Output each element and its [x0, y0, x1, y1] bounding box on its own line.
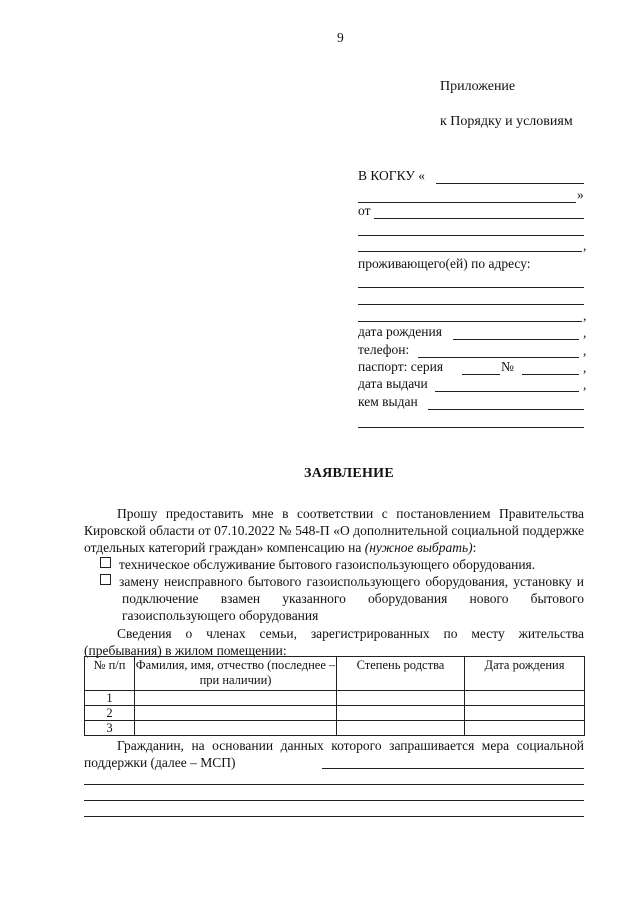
row-number: 3 [85, 721, 135, 736]
birth-date-label: дата рождения [358, 324, 442, 339]
document-title: ЗАЯВЛЕНИЕ [304, 466, 395, 481]
citizen-paragraph: Гражданин, на основании данных которого запрашивается мера социальной поддержки (далее – МСП) [84, 738, 584, 770]
address-line-3 [358, 321, 582, 322]
order-reference: к Порядку и условиям [440, 114, 573, 129]
row-number: 1 [85, 691, 135, 706]
comma: , [583, 377, 587, 392]
comma: , [583, 343, 587, 358]
recipient-line-2 [358, 202, 576, 203]
from-line-3 [358, 251, 582, 252]
close-quote: » [577, 187, 584, 202]
comma: , [583, 308, 587, 323]
name-cell[interactable] [135, 706, 337, 721]
birth-date-line [453, 339, 579, 340]
request-colon: : [472, 540, 477, 555]
address-line-1 [358, 287, 584, 288]
issue-date-label: дата выдачи [358, 376, 428, 391]
request-text: Прошу предоставить мне в соответствии с постановлением Правительства Кировской области от 07.10.2022 № 548-П «О дополнительной социальной поддержке отдельных категорий граждан» компенсацию на [84, 506, 584, 555]
passport-series-line [462, 374, 500, 375]
family-info: Сведения о членах семьи, зарегистрированных по месту жительства (пребывания) в жилом помещении: [84, 626, 584, 658]
option-replacement-text: замену неисправного бытового газоиспользующего оборудования, установку и подключение взамен указанного оборудования нового бытового газоиспользующего оборудования [119, 574, 584, 623]
row-number: 2 [85, 706, 135, 721]
option-maintenance[interactable] [84, 556, 584, 573]
option-replacement[interactable] [84, 573, 584, 624]
phone-line [418, 357, 579, 358]
issued-by-label: кем выдан [358, 394, 418, 409]
relation-cell[interactable] [337, 721, 465, 736]
col-dob: Дата рождения [465, 657, 585, 691]
residing-label: проживающего(ей) по адресу: [358, 256, 531, 271]
maintenance-checkbox[interactable] [100, 557, 111, 568]
replacement-checkbox[interactable] [100, 574, 111, 585]
relation-cell[interactable] [337, 706, 465, 721]
page-number: 9 [337, 30, 344, 45]
col-num: № п/п [85, 657, 135, 691]
from-line-2 [358, 235, 584, 236]
address-line-2 [358, 304, 584, 305]
table-row [85, 691, 585, 706]
name-cell[interactable] [135, 721, 337, 736]
passport-number-sign: № [501, 359, 514, 374]
comma: , [583, 360, 587, 375]
citizen-line-3 [84, 800, 584, 801]
choose-note: (нужное выбрать) [364, 540, 473, 555]
name-cell[interactable] [135, 691, 337, 706]
col-relation: Степень родства [337, 657, 465, 691]
recipient-label: В КОГКУ « [358, 168, 426, 183]
comma: , [583, 325, 587, 340]
request-paragraph [84, 505, 584, 556]
col-name: Фамилия, имя, отчество (последнее – при наличии) [135, 657, 337, 691]
appendix-label: Приложение [440, 79, 516, 94]
option-maintenance-text: техническое обслуживание бытового газоиспользующего оборудования. [119, 557, 536, 572]
comma: , [583, 238, 587, 253]
family-table [84, 656, 585, 736]
phone-label: телефон: [358, 342, 410, 357]
passport-series-label: паспорт: серия [358, 359, 444, 374]
issue-date-line [435, 391, 579, 392]
issued-by-line-2 [358, 427, 584, 428]
table-row [85, 721, 585, 736]
table-row [85, 706, 585, 721]
citizen-line-4 [84, 816, 584, 817]
from-line [374, 218, 584, 219]
recipient-line [436, 183, 584, 184]
citizen-line-1 [322, 768, 584, 769]
dob-cell[interactable] [465, 721, 585, 736]
issued-by-line [428, 409, 584, 410]
table-header-row [85, 657, 585, 691]
dob-cell[interactable] [465, 691, 585, 706]
dob-cell[interactable] [465, 706, 585, 721]
citizen-line-2 [84, 784, 584, 785]
passport-number-line [522, 374, 579, 375]
relation-cell[interactable] [337, 691, 465, 706]
from-label: от [358, 203, 371, 218]
